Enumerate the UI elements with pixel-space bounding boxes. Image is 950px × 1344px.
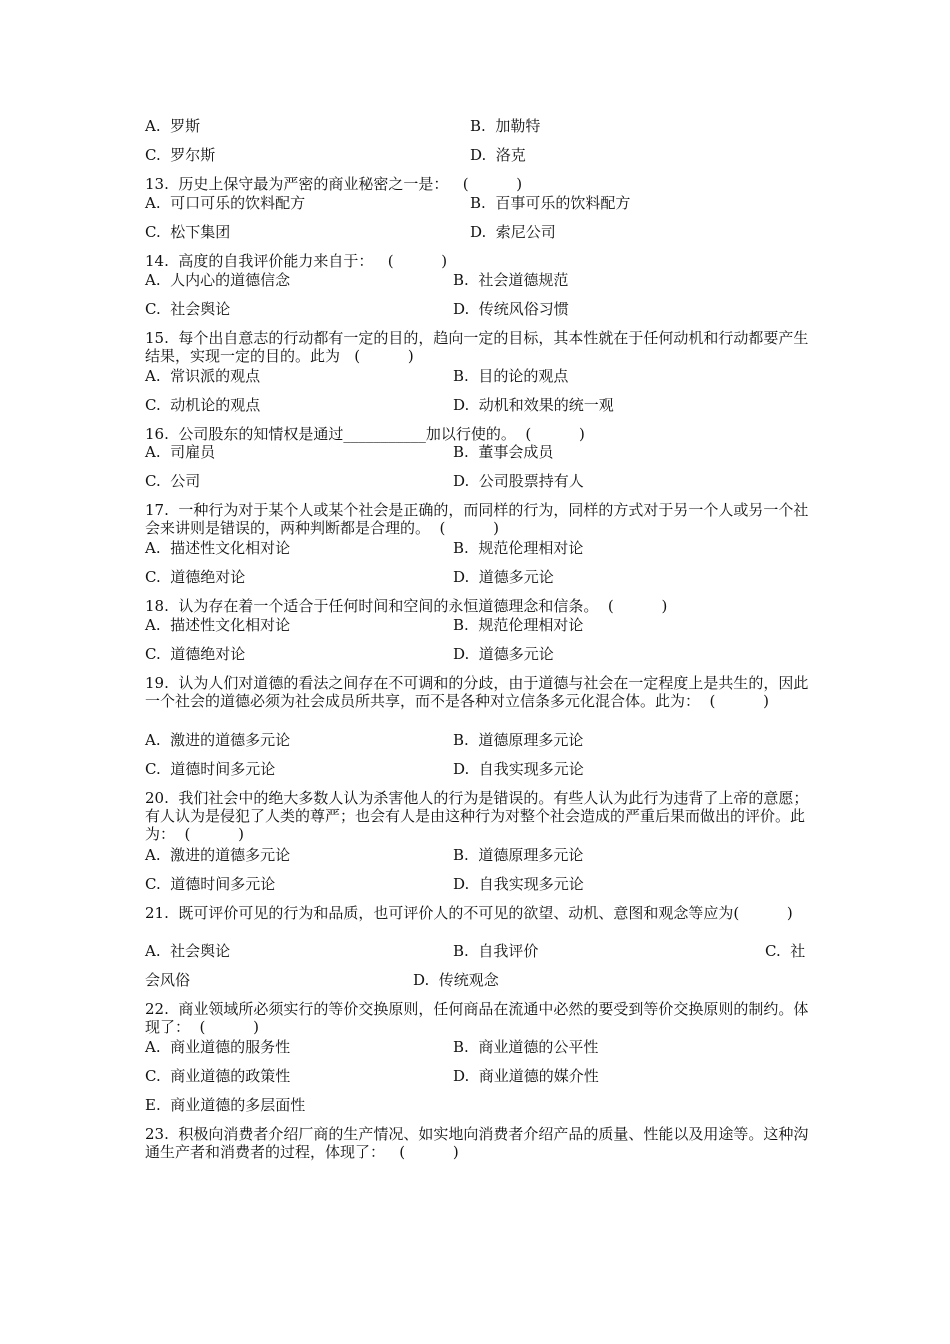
q15-option-a: A. 常识派的观点 <box>145 367 261 385</box>
q23-stem: 23. 积极向消费者介绍厂商的生产情况、如实地向消费者介绍产品的质量、性能以及用途等。这种沟通生产者和消费者的过程，体现了： ( ) <box>145 1125 809 1161</box>
q18-option-a: A. 描述性文化相对论 <box>145 616 291 634</box>
q13-stem: 13. 历史上保守最为严密的商业秘密之一是： ( ) <box>145 175 523 193</box>
q21-stem: 21. 既可评价可见的行为和品质，也可评价人的不可见的欲望、动机、意图和观念等应为( ) <box>145 904 793 922</box>
q16-stem: 16. 公司股东的知情权是通过___________加以行使的。 ( ) <box>145 425 585 443</box>
q14-option-d: D. 传统风俗习惯 <box>453 300 569 318</box>
q14-option-a: A. 人内心的道德信念 <box>145 271 291 289</box>
q12-option-a: A. 罗斯 <box>145 117 201 135</box>
q21-option-c-part2: 会风俗 <box>145 971 191 989</box>
q19-option-d: D. 自我实现多元论 <box>453 760 584 778</box>
q19-option-c: C. 道德时间多元论 <box>145 760 276 778</box>
q14-option-b: B. 社会道德规范 <box>453 271 569 289</box>
q16-option-b: B. 董事会成员 <box>453 443 554 461</box>
q15-option-d: D. 动机和效果的统一观 <box>453 396 614 414</box>
q15-option-c: C. 动机论的观点 <box>145 396 261 414</box>
q15-stem: 15. 每个出自意志的行动都有一定的目的，趋向一定的目标，其本性就在于任何动机和行动都要产生结果，实现一定的目的。此为 ( ) <box>145 329 809 365</box>
q12-option-d: D. 洛克 <box>470 146 526 164</box>
q17-option-a: A. 描述性文化相对论 <box>145 539 291 557</box>
q21-option-c-part1: C. 社 <box>765 942 806 960</box>
q13-option-c: C. 松下集团 <box>145 223 231 241</box>
q21-option-d: D. 传统观念 <box>413 971 499 989</box>
q19-option-a: A. 激进的道德多元论 <box>145 731 291 749</box>
q20-option-b: B. 道德原理多元论 <box>453 846 584 864</box>
q22-stem: 22. 商业领域所必须实行的等价交换原则，任何商品在流通中必然的要受到等价交换原则的制约。体现了： ( ) <box>145 1000 809 1036</box>
q16-option-c: C. 公司 <box>145 472 201 490</box>
q22-option-b: B. 商业道德的公平性 <box>453 1038 599 1056</box>
q18-stem: 18. 认为存在着一个适合于任何时间和空间的永恒道德理念和信条。 ( ) <box>145 597 668 615</box>
q12-option-c: C. 罗尔斯 <box>145 146 216 164</box>
q20-option-c: C. 道德时间多元论 <box>145 875 276 893</box>
q21-option-b: B. 自我评价 <box>453 942 539 960</box>
q19-stem: 19. 认为人们对道德的看法之间存在不可调和的分歧，由于道德与社会在一定程度上是共生的，因此一个社会的道德必须为社会成员所共享，而不是各种对立信条多元化混合体。此为： ( ) <box>145 674 809 710</box>
q18-option-d: D. 道德多元论 <box>453 645 554 663</box>
q20-option-a: A. 激进的道德多元论 <box>145 846 291 864</box>
q17-option-d: D. 道德多元论 <box>453 568 554 586</box>
q16-option-d: D. 公司股票持有人 <box>453 472 584 490</box>
q17-stem: 17. 一种行为对于某个人或某个社会是正确的，而同样的行为，同样的方式对于另一个人或另一个社会来讲则是错误的，两种判断都是合理的。 ( ) <box>145 501 809 537</box>
q20-stem: 20. 我们社会中的绝大多数人认为杀害他人的行为是错误的。有些人认为此行为违背了上帝的意愿；有人认为是侵犯了人类的尊严；也会有人是由这种行为对整个社会造成的严重后果而做出的评价。此为： ( ) <box>145 789 809 843</box>
q18-option-b: B. 规范伦理相对论 <box>453 616 584 634</box>
q12-option-b: B. 加勒特 <box>470 117 541 135</box>
q13-option-d: D. 索尼公司 <box>470 223 556 241</box>
q13-option-b: B. 百事可乐的饮料配方 <box>470 194 631 212</box>
q13-option-a: A. 可口可乐的饮料配方 <box>145 194 306 212</box>
q19-option-b: B. 道德原理多元论 <box>453 731 584 749</box>
q14-stem: 14. 高度的自我评价能力来自于： ( ) <box>145 252 448 270</box>
q21-option-a: A. 社会舆论 <box>145 942 231 960</box>
q22-option-d: D. 商业道德的媒介性 <box>453 1067 599 1085</box>
q17-option-c: C. 道德绝对论 <box>145 568 246 586</box>
q22-option-a: A. 商业道德的服务性 <box>145 1038 291 1056</box>
q14-option-c: C. 社会舆论 <box>145 300 231 318</box>
q18-option-c: C. 道德绝对论 <box>145 645 246 663</box>
q16-option-a: A. 司雇员 <box>145 443 216 461</box>
q17-option-b: B. 规范伦理相对论 <box>453 539 584 557</box>
q15-option-b: B. 目的论的观点 <box>453 367 569 385</box>
q22-option-c: C. 商业道德的政策性 <box>145 1067 291 1085</box>
q20-option-d: D. 自我实现多元论 <box>453 875 584 893</box>
q22-option-e: E. 商业道德的多层面性 <box>145 1096 306 1114</box>
